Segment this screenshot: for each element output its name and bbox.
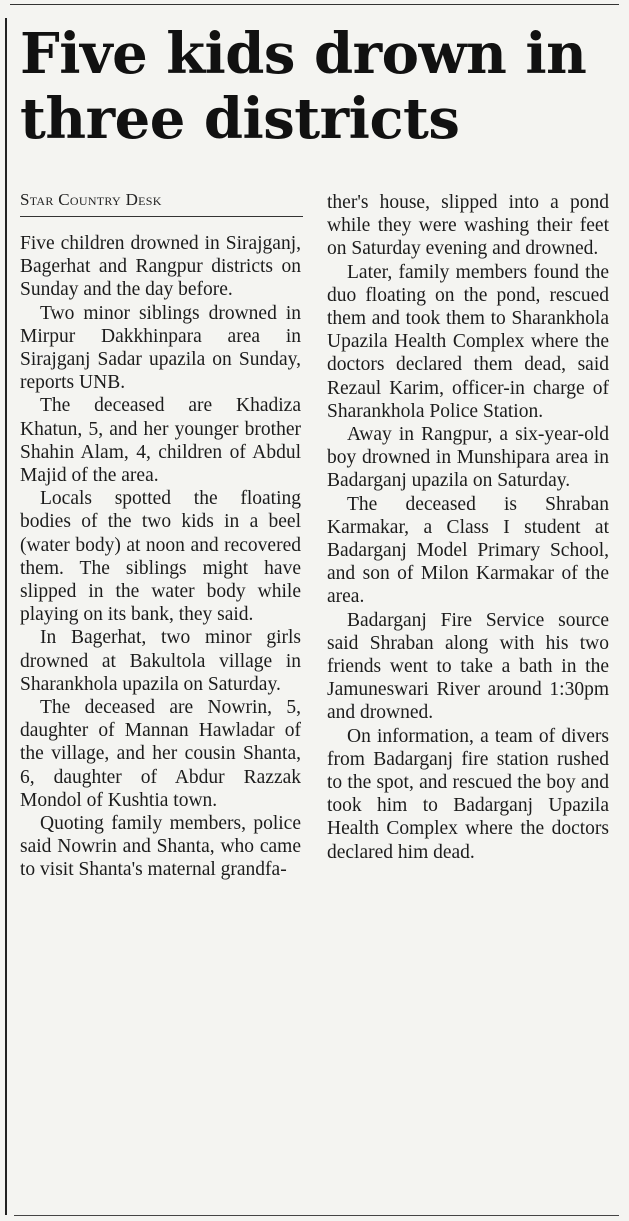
bottom-rule [14, 1215, 619, 1216]
paragraph: The deceased are Nowrin, 5, daughter of Mannan Hawladar of the village, and her cousin Shanta, 6, daughter of Abdur Razzak Mondol of Kushtia town. [20, 697, 301, 811]
paragraph: In Bagerhat, two minor girls drowned at Bakultola village in Sharankhola upazila on Saturday. [20, 627, 301, 695]
paragraph: Five children drowned in Sirajganj, Bagerhat and Rangpur districts on Sunday and the day before. [20, 233, 301, 301]
left-border-rule [5, 18, 7, 1215]
paragraph: Quoting family members, police said Nowrin and Shanta, who came to visit Shanta's maternal grandfa- [20, 813, 301, 881]
headline-line-2: three districts [20, 86, 460, 152]
headline [20, 22, 620, 152]
byline-rule [20, 216, 303, 217]
paragraph: The deceased are Khadiza Khatun, 5, and her younger brother Shahin Alam, 4, children of Abdul Majid of the area. [20, 395, 301, 487]
article-column-right [327, 191, 609, 864]
paragraph: Badarganj Fire Service source said Shraban along with his two friends went to take a bath in the Jamuneswari River around 1:30pm and drowned. [327, 609, 609, 724]
paragraph: Locals spotted the floating bodies of the two kids in a beel (water body) at noon and recovered them. The siblings might have slipped in the water body while playing on its bank, they said. [20, 488, 301, 626]
paragraph: The deceased is Shraban Karmakar, a Class I student at Badarganj Model Primary School, and son of Milon Karmakar of the area. [327, 493, 609, 608]
paragraph: Away in Rangpur, a six-year-old boy drowned in Munshipara area in Badarganj upazila on Saturday. [327, 424, 609, 492]
headline-line-1: Five kids drown in [20, 21, 587, 87]
article-column-left [20, 232, 301, 882]
byline: Star Country Desk [20, 190, 162, 209]
paragraph: Two minor siblings drowned in Mirpur Dakkhinpara area in Sirajganj Sadar upazila on Sunday, reports UNB. [20, 302, 301, 394]
paragraph: On information, a team of divers from Badarganj fire station rushed to the spot, and rescued the boy and took him to Badarganj Upazila Health Complex where the doctors declared him dead. [327, 725, 609, 863]
top-rule [10, 4, 619, 5]
paragraph: Later, family members found the duo floating on the pond, rescued them and took them to Sharankhola Upazila Health Complex where the doctors declared them dead, said Rezaul Karim, officer-in charge of Sharankhola Police Station. [327, 261, 609, 422]
paragraph: ther's house, slipped into a pond while they were washing their feet on Saturday evening and drowned. [327, 192, 609, 260]
